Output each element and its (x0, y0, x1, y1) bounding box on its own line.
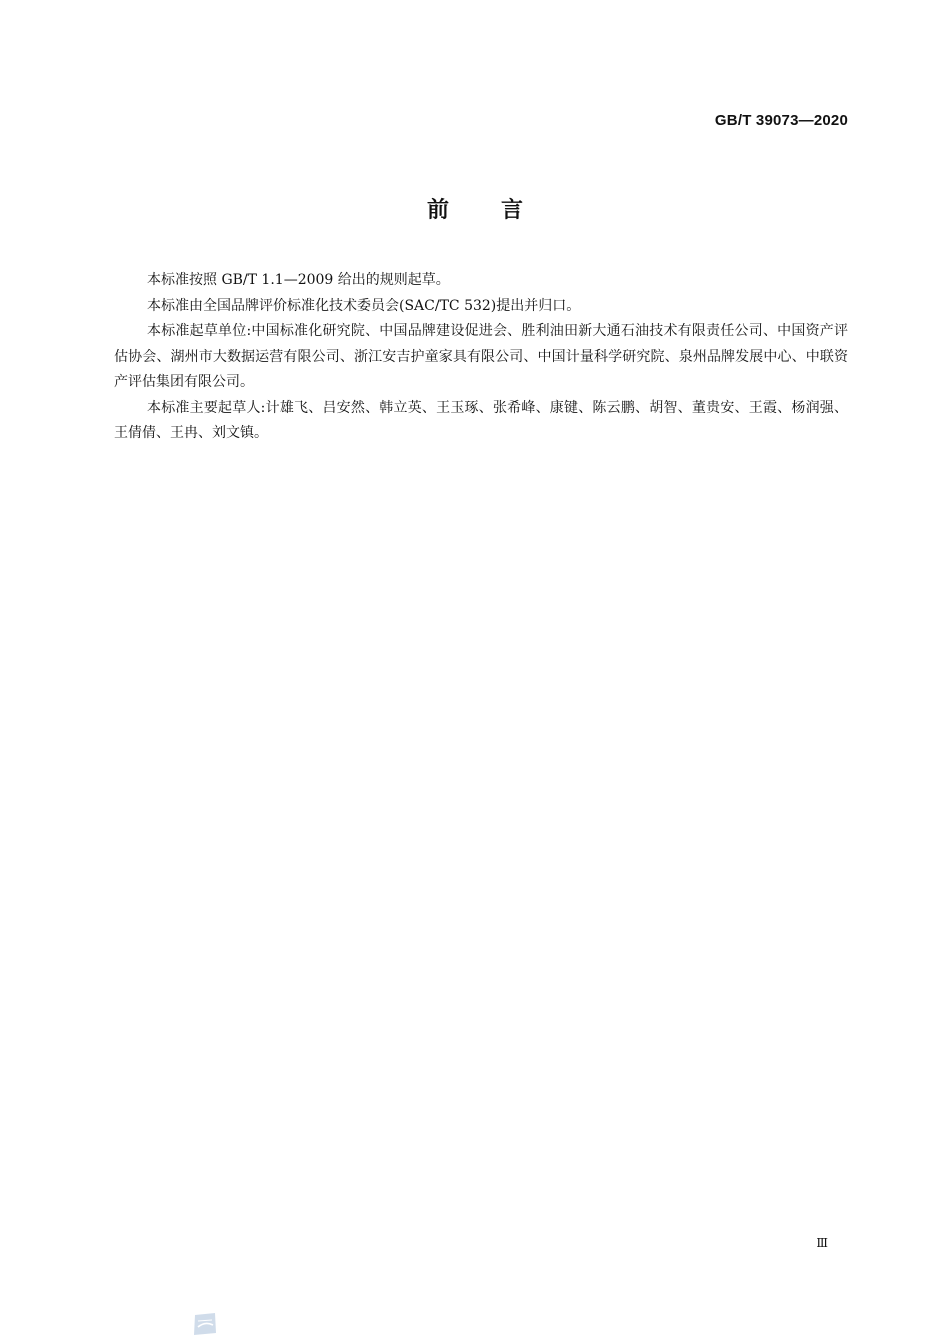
paragraph-drafting-units: 本标准起草单位:中国标准化研究院、中国品牌建设促进会、胜利油田新大通石油技术有限责任公司、中国资产评估协会、湖州市大数据运营有限公司、浙江安吉护童家具有限公司、中国计量科学研究院、泉州品牌发展中心、中联资产评估集团有限公司。 (114, 323, 848, 390)
paragraph-proposer: 本标准由全国品牌评价标准化技术委员会(SAC/TC 532)提出并归口。 (147, 297, 581, 314)
sac-logo-icon (192, 1312, 218, 1336)
foreword-body (114, 268, 848, 447)
paragraph-drafting-rules: 本标准按照 GB/T 1.1—2009 给出的规则起草。 (147, 272, 450, 288)
paragraph-drafters: 本标准主要起草人:计雄飞、吕安然、韩立英、王玉琢、张希峰、康键、陈云鹏、胡智、董贵安、王霞、杨润强、王倩倩、王冉、刘文镇。 (114, 399, 848, 441)
standard-number: GB/T 39073—2020 (714, 112, 848, 129)
page-title: 前言 (426, 198, 575, 223)
page-number: Ⅲ (816, 1236, 828, 1250)
